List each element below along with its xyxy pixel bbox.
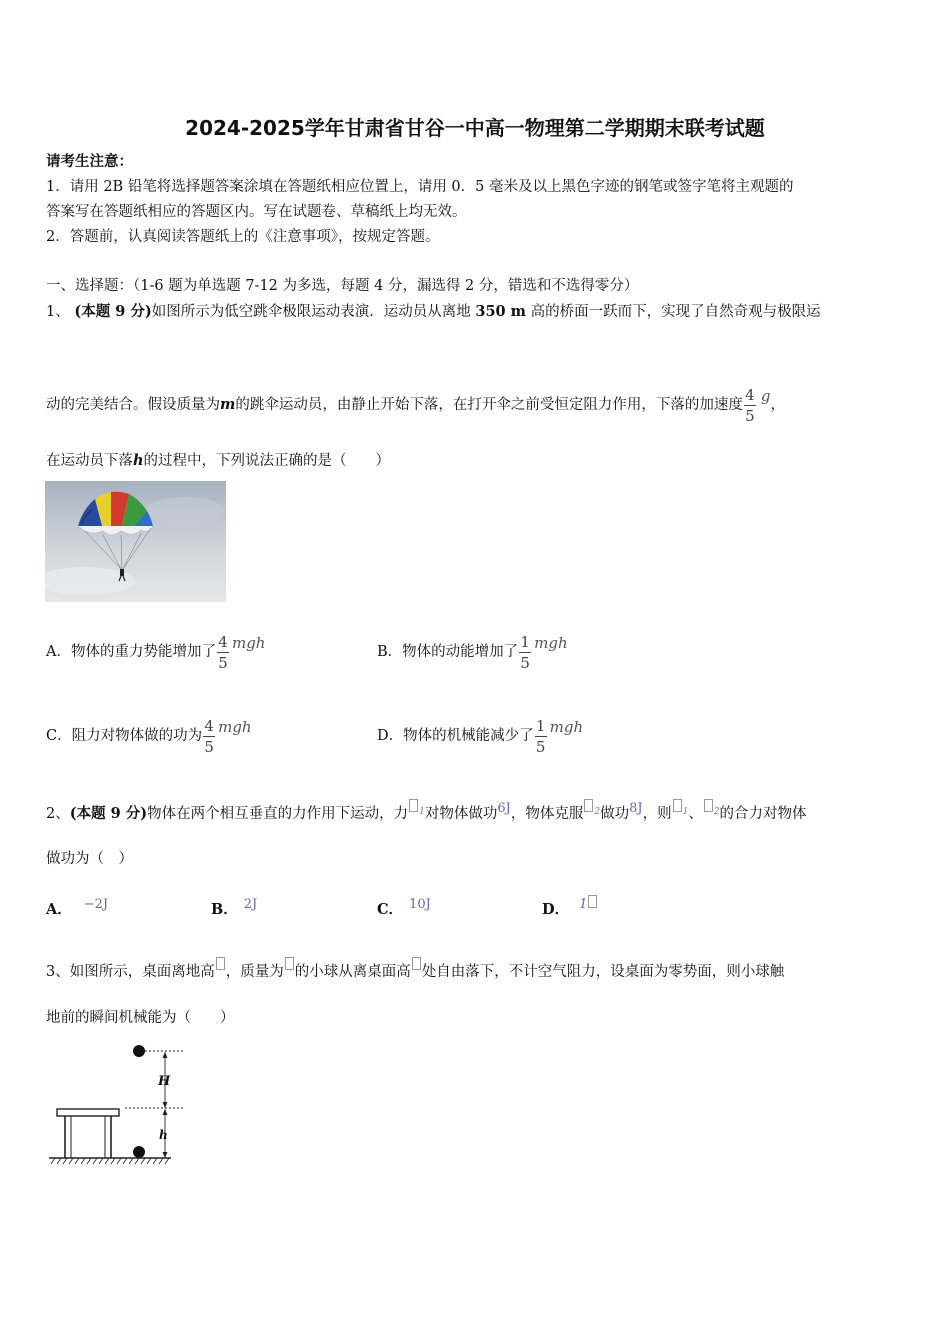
q1-option-a-den: 5	[218, 653, 228, 672]
q1-option-d[interactable]	[377, 702, 583, 761]
q2-text-6: 、	[688, 806, 703, 822]
q2-option-a-value: −2J	[83, 897, 109, 912]
q3-line-1	[46, 957, 784, 984]
ball-top	[133, 1045, 145, 1057]
q2-text-5: ，则	[642, 806, 672, 822]
q2-text-3: ，物体克服	[510, 806, 584, 822]
q1-option-b-label: B．物体的动能增加了	[377, 644, 519, 660]
q2-option-b[interactable]	[211, 895, 257, 920]
q1-option-d-label: D．物体的机械能减少了	[377, 728, 534, 744]
q1-mass-symbol: m	[220, 396, 236, 413]
q2-work-2: 8J	[629, 801, 643, 816]
q1-option-d-fraction	[535, 718, 547, 755]
notice-heading: 请考生注意：	[46, 153, 133, 170]
q1-option-c-num: 4	[204, 716, 214, 735]
q1-height: 350 m	[475, 303, 527, 320]
q2-line-2: 做功为（ ）	[46, 851, 133, 867]
q3-text-1: 3、如图所示，桌面离地高	[46, 964, 215, 980]
q1-option-d-den: 5	[535, 737, 546, 756]
q1-option-b-unit: mgh	[534, 634, 568, 652]
q2-text-1: 物体在两个相互垂直的力作用下运动，力	[147, 806, 409, 822]
label-h: h	[159, 1128, 168, 1142]
q1-option-c-label: C．阻力对物体做的功为	[46, 728, 203, 744]
q3-line-2: 地前的瞬间机械能为（ ）	[46, 1010, 235, 1026]
q1-option-a-fraction	[217, 634, 229, 671]
q2-text-4: 做功	[600, 806, 630, 822]
q2-option-d-value: 1	[579, 897, 588, 912]
H-placeholder-icon	[412, 957, 421, 970]
q1-line-2a: 动的完美结合。假设质量为	[46, 397, 220, 413]
q1-option-a-num: 4	[218, 632, 228, 651]
q1-accel-num: 4	[745, 385, 755, 404]
q2-work-1: 6J	[497, 801, 511, 816]
q1-g-symbol: g	[760, 387, 771, 405]
q1-accel-fraction	[744, 387, 756, 424]
q2-text-2: 对物体做功	[424, 806, 498, 822]
ball-bottom	[133, 1146, 145, 1158]
q2-number: 2、	[46, 806, 70, 822]
q1-points: (本题 9 分)	[74, 303, 152, 320]
m-placeholder-icon	[285, 957, 294, 970]
q2-option-d[interactable]	[542, 895, 598, 920]
f2-placeholder-icon-2	[704, 799, 713, 812]
q1-option-d-num: 1	[535, 716, 546, 735]
q1-option-c-fraction	[203, 718, 215, 755]
q1-text-2: 高的桥面一跃而下，实现了自然奇观与极限运	[530, 304, 821, 320]
table-ball-diagram	[45, 1040, 195, 1170]
d-option-placeholder-icon	[588, 895, 597, 908]
q1-option-c[interactable]	[46, 702, 252, 761]
q2-option-c-value: 10J	[409, 897, 431, 912]
q1-option-a[interactable]	[46, 618, 265, 677]
q1-line-2b: 的跳伞运动员，由静止开始下落，在打开伞之前受恒定阻力作用，下落的加速度	[235, 397, 743, 413]
q2-option-b-value: 2J	[243, 897, 258, 912]
notice-line-1b: 答案写在答题纸相应的答题区内。写在试题卷、草稿纸上均无效。	[46, 204, 467, 220]
f1-placeholder-icon	[409, 799, 418, 812]
q1-accel-den: 5	[745, 406, 755, 425]
f2-placeholder-icon	[584, 799, 593, 812]
ground	[49, 1158, 171, 1164]
q1-option-b-fraction	[519, 634, 531, 671]
q2-option-d-label: D．	[542, 901, 570, 918]
q2-points: (本题 9 分)	[69, 805, 148, 822]
q1-option-c-den: 5	[204, 737, 214, 756]
label-H: H	[158, 1074, 171, 1089]
q1-h-symbol: h	[133, 452, 144, 469]
h-placeholder-icon	[216, 957, 225, 970]
q1-line-3b: 的过程中，下列说法正确的是（ ）	[143, 453, 391, 469]
q2-sub-4: 2	[713, 807, 720, 817]
q2-option-b-label: B．	[211, 901, 238, 918]
q2-sub-2: 2	[594, 807, 601, 817]
q1-line-1	[46, 302, 821, 322]
section-heading: 一、选择题：（1-6 题为单选题 7-12 为多选，每题 4 分，漏选得 2 分，错选和不选得零分）	[46, 278, 639, 294]
q2-option-a[interactable]	[46, 895, 108, 920]
page-title: 2024-2025学年甘肃省甘谷一中高一物理第二学期期末联考试题	[185, 116, 765, 140]
q2-option-c-label: C．	[377, 901, 404, 918]
q1-option-a-label: A．物体的重力势能增加了	[46, 644, 216, 660]
q3-text-3: 的小球从离桌面高	[294, 964, 411, 980]
table	[57, 1109, 119, 1158]
q2-option-a-label: A．	[46, 901, 72, 918]
q1-line-2	[46, 364, 785, 437]
q1-option-a-unit: mgh	[231, 634, 266, 652]
q3-text-2: ，质量为	[225, 964, 284, 980]
q3-text-4: 处自由落下，不计空气阻力，设桌面为零势面，则小球触	[421, 964, 785, 980]
q1-option-b[interactable]	[377, 618, 568, 677]
q2-text-7: 的合力对物体	[719, 806, 807, 822]
f1-placeholder-icon-2	[673, 799, 682, 812]
notice-line-2: 2．答题前，认真阅读答题纸上的《注意事项》，按规定答题。	[46, 229, 440, 245]
q1-number: 1、	[46, 304, 70, 320]
q2-sub-3: 1	[682, 807, 689, 817]
q1-option-b-den: 5	[520, 653, 530, 672]
q2-sub-1: 1	[419, 807, 425, 817]
q1-option-c-unit: mgh	[218, 718, 252, 736]
notice-line-1a: 1．请用 2B 铅笔将选择题答案涂填在答题纸相应位置上，请用 0．5 毫米及以上黑色字迹的钢笔或签字笔将主观题的	[46, 179, 794, 195]
q1-option-b-num: 1	[520, 632, 530, 651]
q1-text-1: 如图所示为低空跳伞极限运动表演．运动员从离地	[151, 304, 471, 320]
parachute-photo	[45, 481, 226, 602]
q2-line-1	[46, 797, 807, 826]
q1-comma: ，	[770, 397, 785, 413]
q1-line-3a: 在运动员下落	[46, 453, 133, 469]
q1-line-3	[46, 451, 390, 471]
q2-option-c[interactable]	[377, 895, 431, 920]
q1-option-d-unit: mgh	[549, 718, 584, 736]
